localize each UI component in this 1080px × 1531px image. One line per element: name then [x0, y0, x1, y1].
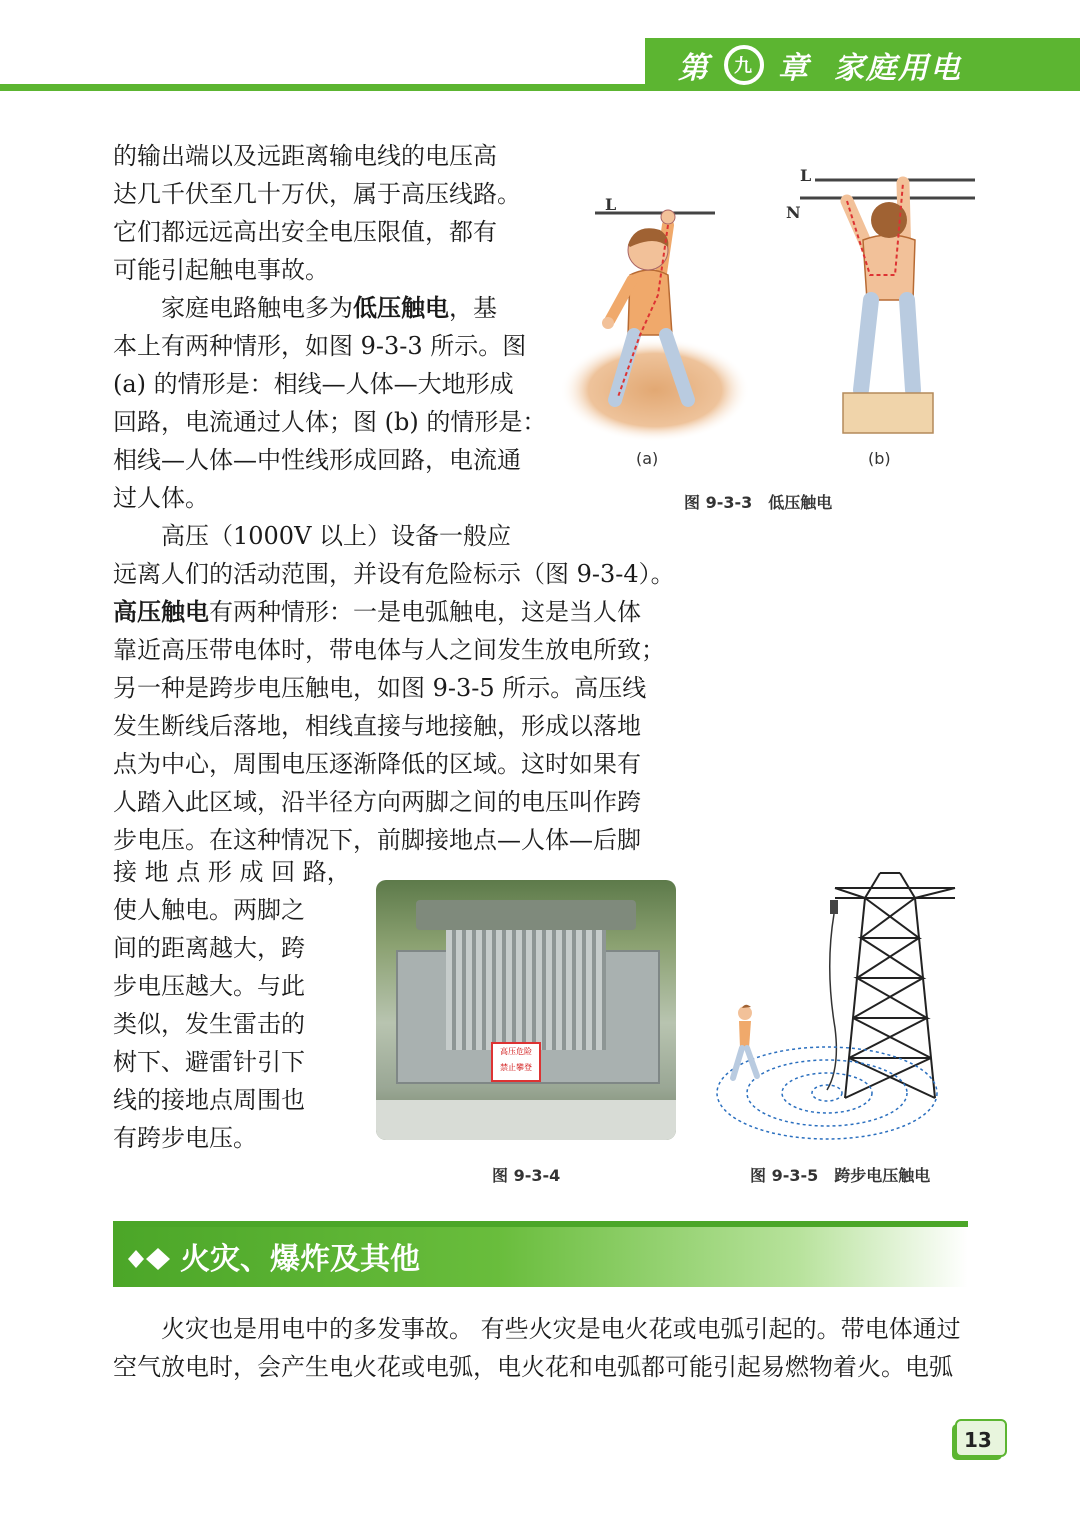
- text-line: [113, 289, 553, 327]
- text-span: 有两种情形：一是电弧触电，这是当人体: [209, 598, 641, 626]
- text-line: [113, 1310, 983, 1348]
- danger-sign-text: 禁止攀登: [500, 1063, 532, 1072]
- text-line: 间的距离越大，跨: [113, 934, 305, 962]
- paragraph-2: [113, 289, 553, 517]
- chapter-char-zhang: 章: [778, 51, 810, 86]
- text-line: 的输出端以及远距离输电线的电压高: [113, 142, 497, 170]
- paragraph-3: [113, 517, 713, 859]
- text-line: 可能引起触电事故。: [113, 256, 329, 284]
- wire-label-L-a: L: [605, 195, 617, 214]
- text-line: 相线—人体—中性线形成回路，电流通: [113, 446, 521, 474]
- text-span: ，基: [449, 294, 497, 322]
- chapter-char-di: 第: [678, 51, 710, 86]
- figure-9-3-3a-label: (a): [636, 449, 659, 468]
- text-line: 远离人们的活动范围，并设有危险标示（图 9-3-4）。: [113, 560, 675, 588]
- figure-9-3-5-illustration: [715, 868, 965, 1153]
- text-line: 人踏入此区域，沿半径方向两脚之间的电压叫作跨: [113, 788, 641, 816]
- text-line: 另一种是跨步电压触电，如图 9-3-5 所示。高压线: [113, 674, 647, 702]
- paragraph-1: [113, 137, 543, 289]
- text-line: 本上有两种情形，如图 9-3-3 所示。图: [113, 332, 527, 360]
- chapter-number: 九: [734, 56, 754, 77]
- figure-9-3-4-caption: 图 9-3-4: [492, 1166, 561, 1185]
- text-line: [113, 593, 713, 631]
- text-line: 线的接地点周围也: [113, 1086, 305, 1114]
- text-span: 家庭电路触电多为: [161, 294, 353, 322]
- wire-label-L-b: L: [800, 166, 812, 185]
- paragraph-3-narrow: [113, 853, 353, 1157]
- figure-9-3-3b-label: (b): [868, 449, 891, 468]
- text-line: 过人体。: [113, 484, 209, 512]
- text-line: 树下、避雷针引下: [113, 1048, 305, 1076]
- page-number: 13: [964, 1428, 992, 1452]
- text-line: 接 地 点 形 成 回 路，: [113, 858, 351, 886]
- text-line: 它们都远远高出安全电压限值，都有: [113, 218, 497, 246]
- text-line: 步电压。在这种情况下，前脚接地点—人体—后脚: [113, 826, 641, 854]
- text-line: 达几千伏至几十万伏，属于高压线路。: [113, 180, 521, 208]
- text-line: [113, 517, 713, 555]
- chapter-title: 家庭用电: [834, 51, 962, 86]
- section-title: 火灾、爆炸及其他: [180, 1242, 420, 1277]
- figure-9-3-5-caption: 图 9-3-5 跨步电压触电: [750, 1166, 931, 1185]
- term-low-voltage: 低压触电: [353, 294, 449, 322]
- text-line: 靠近高压带电体时，带电体与人之间发生放电所致；: [113, 636, 665, 664]
- term-high-voltage: 高压触电: [113, 598, 209, 626]
- figure-9-3-4-photo: [376, 880, 676, 1140]
- figure-9-3-3a-illustration: [560, 185, 760, 445]
- section-heading-rule: [113, 1221, 968, 1227]
- text-line: 点为中心，周围电压逐渐降低的区域。这时如果有: [113, 750, 641, 778]
- paragraph-4: [113, 1310, 983, 1386]
- diamond-bullet-icon: [128, 1246, 176, 1272]
- chapter-number-badge: [724, 45, 764, 85]
- text-line: 类似，发生雷击的: [113, 1010, 305, 1038]
- text-line: 回路，电流通过人体；图 (b) 的情形是：: [113, 408, 547, 436]
- text-line: 使人触电。两脚之: [113, 896, 305, 924]
- wire-label-N-b: N: [786, 203, 801, 222]
- danger-sign-text: 高压危险: [500, 1047, 532, 1056]
- figure-9-3-3-caption: 图 9-3-3 低压触电: [684, 493, 833, 512]
- text-line: 步电压越大。与此: [113, 972, 305, 1000]
- figure-9-3-3b-illustration: [795, 165, 985, 440]
- text-line: 有跨步电压。: [113, 1124, 257, 1152]
- text-line: 发生断线后落地，相线直接与地接触，形成以落地: [113, 712, 641, 740]
- text-span: 高压（1000V 以上）设备一般应: [161, 522, 512, 550]
- text-line: (a) 的情形是：相线—人体—大地形成: [113, 370, 514, 398]
- text-span: 火灾也是用电中的多发事故。 有些火灾是电火花或电弧引起的。带电体通过: [161, 1315, 961, 1343]
- text-line: 空气放电时，会产生电火花或电弧，电火花和电弧都可能引起易燃物着火。电弧: [113, 1353, 953, 1381]
- danger-sign: [491, 1042, 541, 1082]
- chapter-header: [678, 44, 962, 86]
